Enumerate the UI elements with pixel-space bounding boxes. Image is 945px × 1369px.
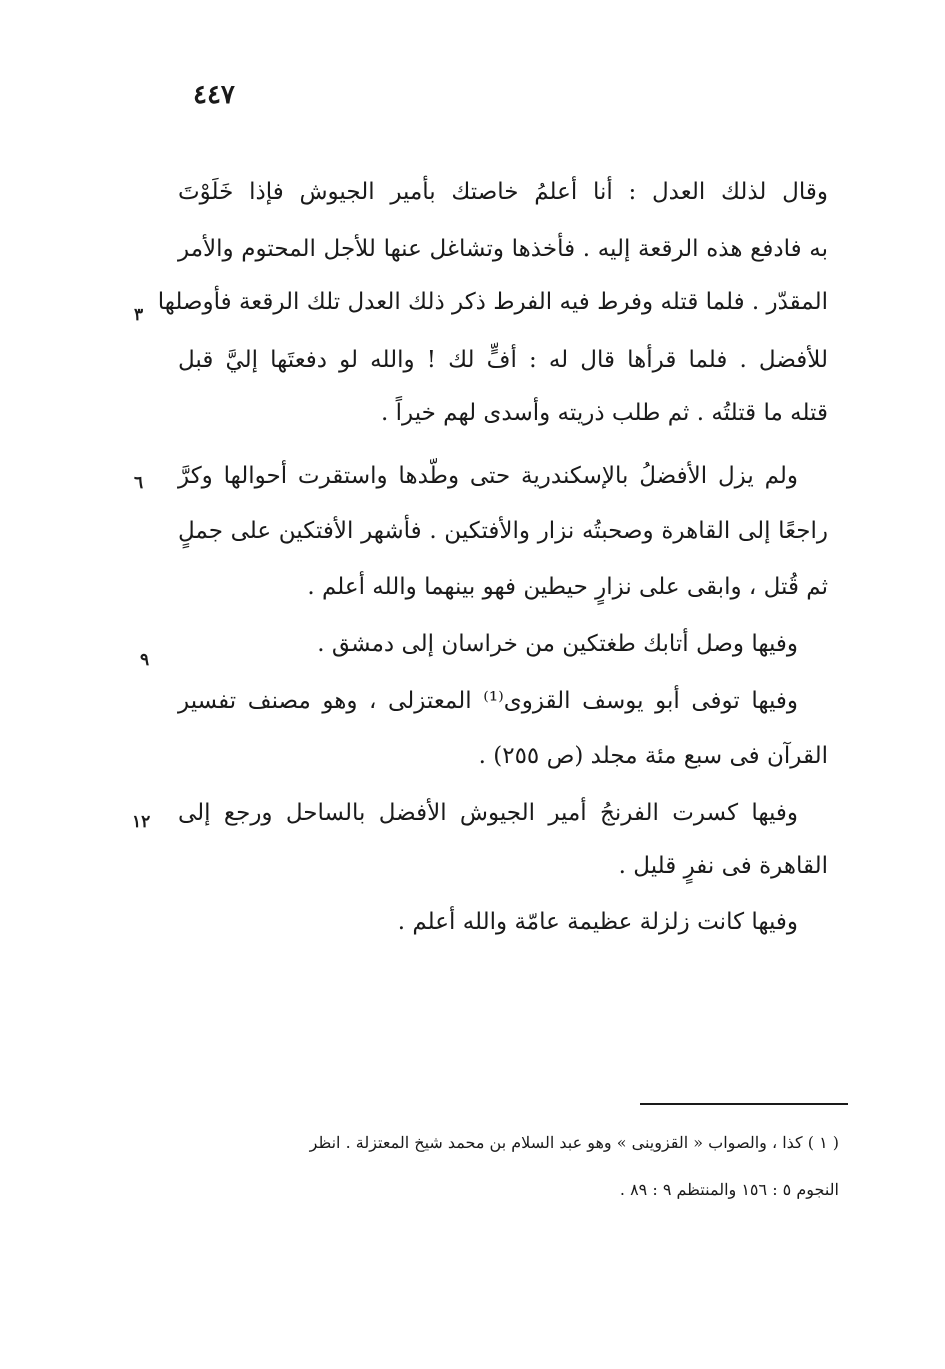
footnote-separator xyxy=(640,1103,848,1105)
body-line: به فادفع هذه الرقعة إليه . فأخذها وتشاغل عنها للأجل المحتوم والأمر xyxy=(178,236,828,262)
body-line: وقال لذلك العدل : أنا أعلمُ خاصتك بأمير الجيوش فإذا خَلَوْتَ xyxy=(178,179,828,205)
footnote-line: النجوم ٥ : ١٥٦ والمنتظم ٩ : ٨٩ . xyxy=(619,1180,839,1199)
body-line: ولم يزل الأفضلُ بالإسكندرية حتى وطّدها واستقرت أحوالها وكرَّ xyxy=(178,463,798,489)
margin-line-number: ٩ xyxy=(140,650,150,670)
margin-line-number: ١٢ xyxy=(132,812,151,832)
body-line: وفيها وصل أتابك طغتكين من خراسان إلى دمشق . xyxy=(317,631,798,657)
body-line: وفيها كسرت الفرنجُ أمير الجيوش الأفضل بالساحل ورجع إلى xyxy=(178,800,798,826)
body-line: القرآن فى سبع مئة مجلد (ص ٢٥٥) . xyxy=(478,743,828,769)
body-line: وفيها كانت زلزلة عظيمة عامّة والله أعلم . xyxy=(397,909,798,935)
body-line: المقدّر . فلما قتله وفرط فيه الفرط ذكر ذلك العدل تلك الرقعة فأوصلها xyxy=(157,289,828,315)
page-number: ٤٤٧ xyxy=(193,80,235,110)
footnote-line: ( ١ ) كذا ، والصواب « القزوينى » وهو عبد السلام بن محمد شيخ المعتزلة . انظر xyxy=(309,1133,839,1152)
body-line: وفيها توفى أبو يوسف القزوى⁽¹⁾ المعتزلى ، وهو مصنف تفسير xyxy=(178,688,798,714)
body-line: القاهرة فى نفرٍ قليل . xyxy=(618,853,828,879)
body-line: قتله ما قتلتُه . ثم طلب ذريته وأسدى لهم خيراً . xyxy=(381,400,828,426)
body-line: ثم قُتل ، وابقى على نزارٍ حيطين فهو بينهما والله أعلم . xyxy=(307,574,828,600)
margin-line-number: ٦ xyxy=(134,473,144,493)
margin-line-number: ٣ xyxy=(134,305,144,325)
body-line: للأفضل . فلما قرأها قال له : أفٍّ لك ! والله لو دفعتَها إليَّ قبل xyxy=(178,347,828,373)
body-line: راجعًا إلى القاهرة وصحبتُه نزار والأفتكين . فأشهر الأفتكين على جملٍ xyxy=(178,518,828,544)
